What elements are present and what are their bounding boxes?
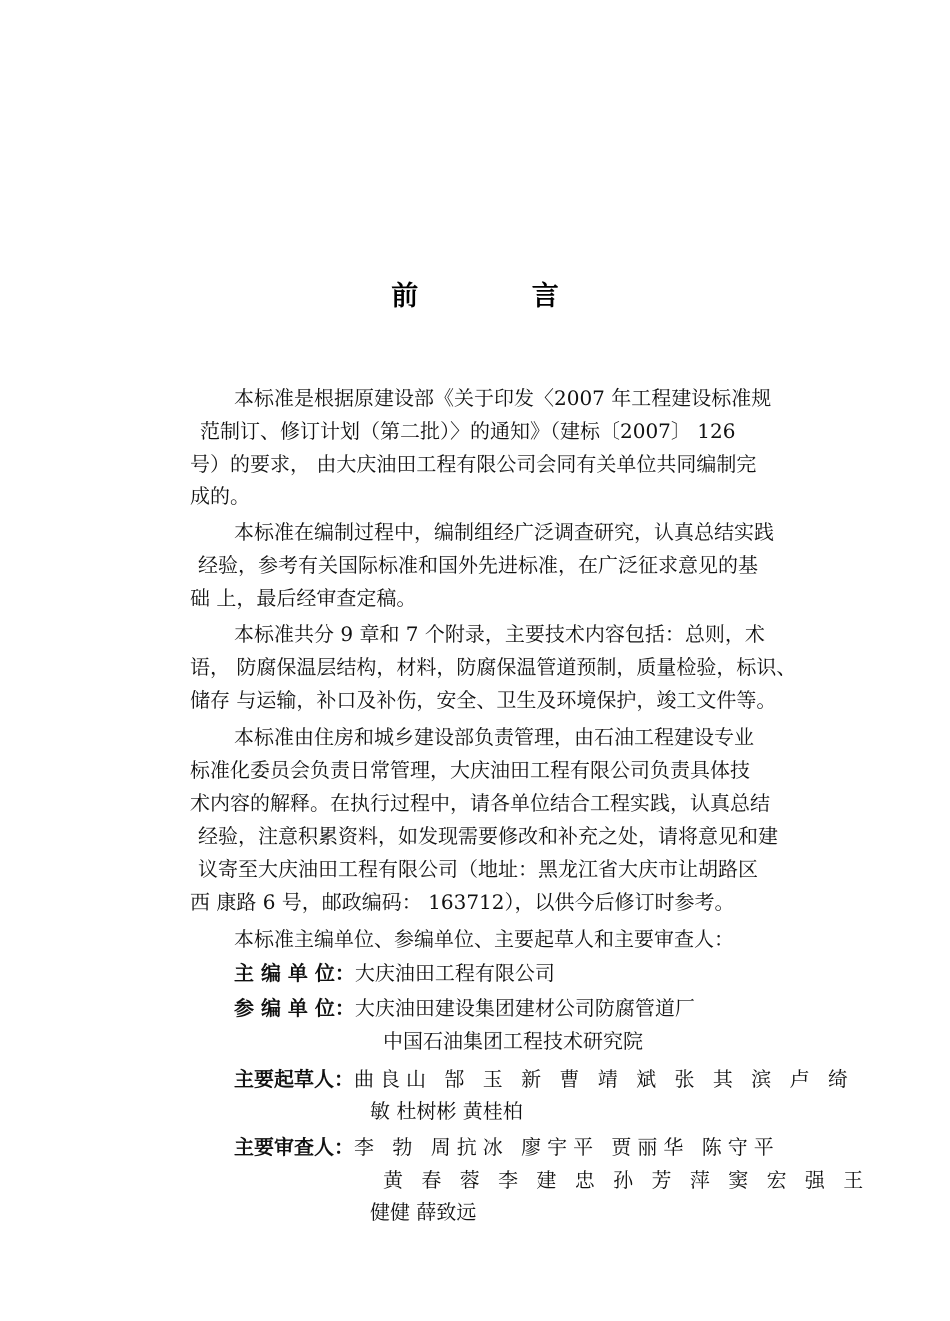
chief-unit-value: 大庆油田工程有限公司 [354, 961, 555, 985]
body-line: 议寄至大庆油田工程有限公司（地址：黑龙江省大庆市让胡路区 [198, 857, 758, 881]
chief-unit-label: 主 编 单 位： [234, 961, 355, 985]
reviewers-label: 主要审查人： [234, 1135, 354, 1159]
body-line: 本标准由住房和城乡建设部负责管理，由石油工程建设专业 [234, 725, 754, 749]
reviewers-value: 健健 薛致远 [370, 1200, 477, 1224]
reviewers-row [234, 1133, 780, 1161]
page-title: 前 言 [391, 281, 611, 312]
drafters-row [234, 1065, 854, 1093]
body-line: 号）的要求， 由大庆油田工程有限公司会同有关单位共同编制完 [190, 452, 757, 476]
body-line: 西 康路 6 号，邮政编码： 163712），以供今后修订时参考。 [190, 890, 735, 914]
participating-unit-value: 大庆油田建设集团建材公司防腐管道厂 [354, 996, 695, 1020]
body-line: 经验，参考有关国际标准和国外先进标准，在广泛征求意见的基 [198, 553, 758, 577]
reviewers-value: 李 勃 周抗冰 廖宇平 贾丽华 陈守平 [354, 1135, 780, 1159]
participating-unit-value: 中国石油集团工程技术研究院 [383, 1029, 643, 1053]
body-line: 本标准在编制过程中，编制组经广泛调查研究，认真总结实践 [234, 520, 774, 544]
body-line: 标准化委员会负责日常管理，大庆油田工程有限公司负责具体技 [190, 758, 750, 782]
drafters-value: 敏 杜树彬 黄桂柏 [370, 1099, 523, 1123]
participating-unit-label: 参 编 单 位： [234, 996, 355, 1020]
body-line: 本标准主编单位、参编单位、主要起草人和主要审查人： [234, 927, 734, 951]
body-line: 术内容的解释。在执行过程中，请各单位结合工程实践，认真总结 [190, 791, 770, 815]
chief-unit-row [234, 959, 555, 987]
body-line: 语， 防腐保温层结构，材料，防腐保温管道预制，质量检验，标识、 [190, 655, 797, 679]
body-line: 础 上，最后经审查定稿。 [190, 586, 417, 610]
drafters-value: 曲良山 郜 玉 新 曹 靖 斌 张 其 滨 卢 绮 [354, 1067, 854, 1091]
drafters-label: 主要起草人： [234, 1067, 354, 1091]
body-line: 成的。 [190, 484, 250, 508]
body-line: 本标准共分 9 章和 7 个附录，主要技术内容包括：总则，术 [234, 622, 765, 646]
body-line: 本标准是根据原建设部《关于印发〈2007 年工程建设标准规 [234, 386, 772, 410]
body-line: 范制订、修订计划（第二批）〉的通知》（建标〔2007〕 126 [200, 419, 736, 443]
body-line: 储存 与运输，补口及补伤，安全、卫生及环境保护，竣工文件等。 [190, 688, 777, 712]
reviewers-value: 黄 春 蓉 李 建 忠 孙 芳 萍 窦 宏 强 王 [383, 1168, 870, 1192]
body-line: 经验，注意积累资料，如发现需要修改和补充之处，请将意见和建 [198, 824, 778, 848]
participating-unit-row [234, 994, 695, 1022]
